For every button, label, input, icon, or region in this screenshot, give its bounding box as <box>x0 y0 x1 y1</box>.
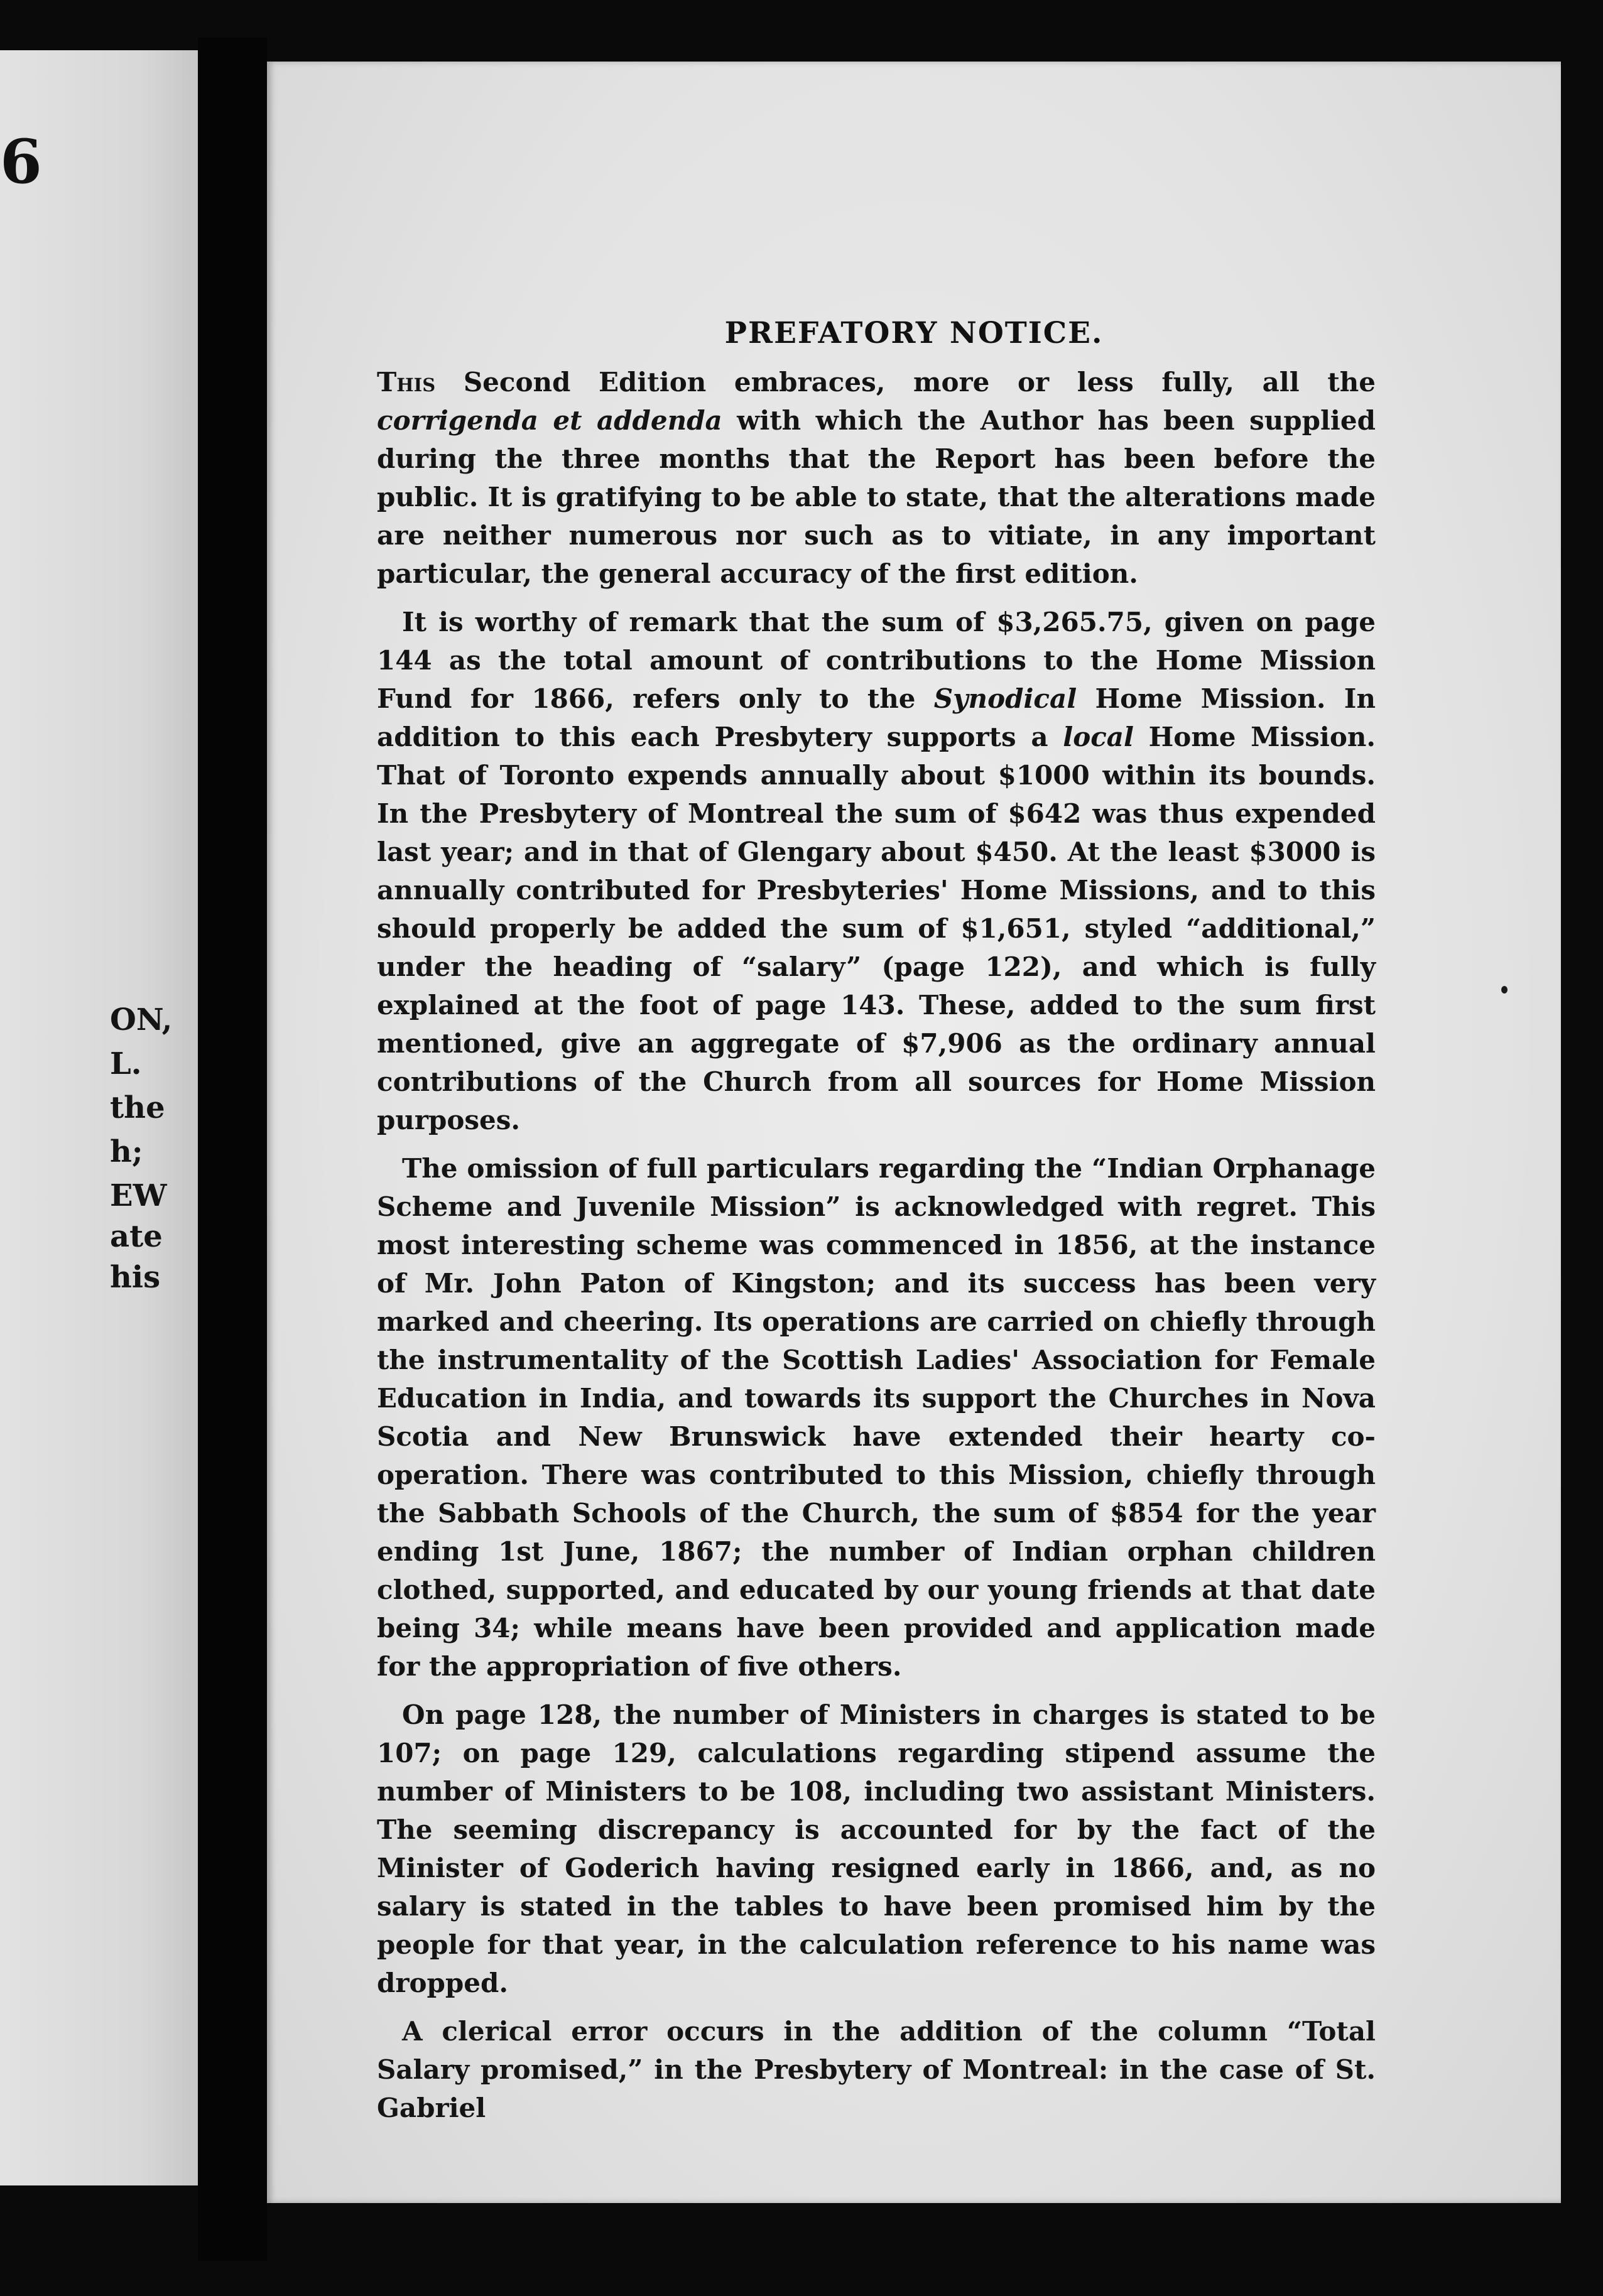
text-segment: Second Edition embraces, more or less fully, all the <box>435 367 1376 398</box>
previous-page-line-fragment: L. <box>110 1049 142 1079</box>
text-segment: On page 128, the number of Ministers in charges is stated to be 107; on page 129, calculations regarding stipend assume the number of Ministers to be 108, including two assistant Ministers. The seeming discrepancy is accounted for by the fact of the Minister of Goderich having resigned early in 1866, and, as no salary is stated in the tables to have been promised him by the people for that year, in the calculation reference to his name was dropped. <box>377 1699 1376 1998</box>
paragraph <box>377 1696 1376 2002</box>
page-title: PREFATORY NOTICE. <box>724 316 1104 350</box>
text-segment: A clerical error occurs in the addition of the column “Total Salary promised,” in the Presbytery of Montreal: in the case of St. Gabriel <box>377 2016 1376 2123</box>
book-gutter <box>198 38 267 2261</box>
text-segment: Home Mission. That of Toronto expends annually about $1000 within its bounds. In the Presbytery of Montreal the sum of $642 was thus expended last year; and in that of Glengary about $450. At the least $3000 is annually contributed for Presbyteries' Home Missions, and to this should properly be added the sum of $1,651, styled “additional,” under the heading of “salary” (page 122), and which is fully explained at the foot of page 143. These, added to the sum first mentioned, give an aggregate of $7,906 as the ordinary annual contributions of the Church from all sources for Home Mission purposes. <box>377 722 1376 1135</box>
paragraph <box>377 603 1376 1139</box>
previous-page-fragment <box>0 50 198 2185</box>
previous-page-line-fragment: ate <box>110 1221 163 1252</box>
italic-phrase: corrigenda et addenda <box>377 405 722 436</box>
text-segment: The omission of full particulars regarding the “Indian Orphanage Scheme and Juvenile Mission” is acknowledged with regret. This most interesting scheme was commenced in 1856, at the instance of Mr. John Paton of Kingston; and its success has been very marked and cheering. Its operations are carried on chiefly through the instrumentality of the Scottish Ladies' Association for Female Education in India, and towards its support the Churches in Nova Scotia and New Brunswick have extended their hearty co-operation. There was contributed to this Mission, chiefly through the Sabbath Schools of the Church, the sum of $854 for the year ending 1st June, 1867; the number of Indian orphan children clothed, supported, and educated by our young friends at that date being 34; while means have been provided and application made for the appropriation of five others. <box>377 1153 1376 1682</box>
italic-word: Synodical <box>933 683 1077 714</box>
paragraph <box>377 2012 1376 2127</box>
previous-page-line-fragment: the <box>110 1093 165 1123</box>
text-segment: Home Mission. In addition to this each Presbytery supports a <box>377 683 1376 752</box>
previous-page-line-fragment: h; <box>110 1137 143 1167</box>
previous-page-line-fragment: EW <box>110 1181 167 1211</box>
paragraph <box>377 1149 1376 1686</box>
scan-speck <box>1501 986 1508 994</box>
previous-page-line-fragment: his <box>110 1262 161 1292</box>
previous-page-number: 6 <box>0 126 42 197</box>
opening-small-caps: This <box>377 367 436 398</box>
previous-page-line-fragment: ON, <box>110 1005 173 1035</box>
paragraph <box>377 363 1376 593</box>
italic-word: local <box>1063 722 1134 752</box>
text-segment: It is worthy of remark that the sum of $3,265.75, given on page 144 as the total amount of contributions to the Home Mission Fund for 1866, refers only to the <box>377 607 1376 714</box>
page-body <box>377 363 1376 2137</box>
text-segment: with which the Author has been supplied during the three months that the Report has been before the public. It is gratifying to be able to state, that the alterations made are neither numerous nor such as to vitiate, in any important particular, the general accuracy of the first edition. <box>377 405 1376 589</box>
current-page <box>267 62 1561 2203</box>
